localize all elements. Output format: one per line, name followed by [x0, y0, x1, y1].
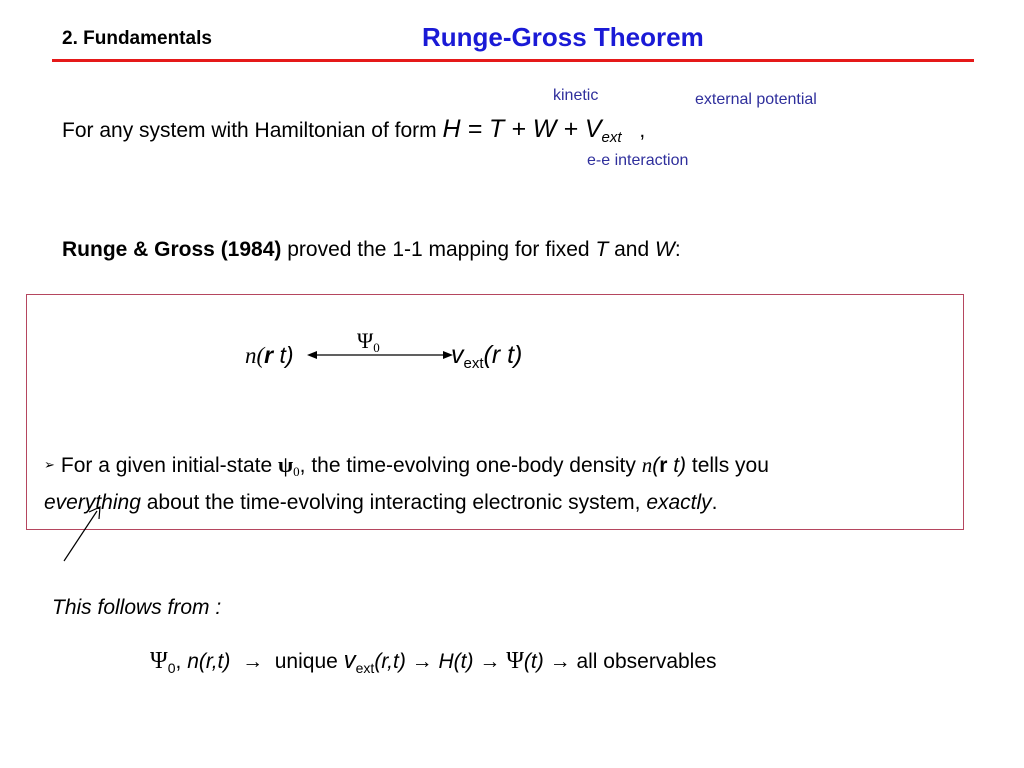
annotation-external-potential: external potential	[695, 91, 817, 108]
density-n-rt	[245, 342, 294, 369]
bullet-paragraph	[44, 449, 954, 518]
vext-rt	[451, 341, 522, 372]
bullet-n: n	[641, 453, 653, 477]
density-t-close: t)	[273, 342, 294, 368]
vext-subscript: ext	[463, 355, 484, 372]
annotation-kinetic: kinetic	[553, 87, 599, 104]
density-n-open: n(	[245, 343, 265, 368]
arrow-icon: →	[479, 650, 501, 673]
runge-gross-W: W	[655, 238, 675, 261]
bullet-everything: everything	[44, 491, 141, 514]
bullet-period: .	[711, 491, 718, 514]
bullet-marker: ➢	[44, 457, 55, 472]
chain-v: v	[343, 647, 356, 674]
arrow-icon: →	[242, 650, 264, 673]
chain-comma: ,	[175, 650, 182, 673]
bullet-r: r	[659, 454, 668, 477]
runge-gross-line	[62, 238, 681, 262]
chain-rt: (r,t)	[198, 650, 231, 673]
chain-t-args: (t)	[523, 650, 544, 673]
bullet-exactly: exactly	[646, 491, 712, 514]
bullet-psi-subscript: 0	[293, 464, 300, 479]
bullet-psi: ψ	[278, 452, 294, 477]
title-rule	[52, 59, 974, 62]
hamiltonian-subscript: ext	[601, 129, 622, 146]
chain-n: n	[187, 650, 199, 673]
chain-v-subscript: ext	[355, 660, 375, 676]
vext-args: (r t)	[483, 341, 523, 369]
runge-gross-colon: :	[674, 238, 681, 261]
arrow-icon: →	[549, 650, 571, 673]
chain-H: H(t)	[438, 650, 474, 673]
annotation-ee-interaction: e-e interaction	[587, 152, 689, 169]
chain-v-args: (r,t)	[374, 650, 406, 673]
bullet-t: t)	[667, 454, 687, 477]
runge-gross-T: T	[595, 238, 609, 261]
arrow-icon: →	[411, 650, 433, 673]
psi-symbol: Ψ	[357, 328, 374, 353]
chain-unique: unique	[274, 650, 338, 673]
section-label: 2. Fundamentals	[62, 28, 212, 49]
density-r: r	[264, 342, 274, 368]
hamiltonian-prefix: For any system with Hamiltonian of form	[62, 119, 437, 142]
double-arrow-icon	[307, 342, 453, 368]
bullet-text-4: about the time-evolving interacting electronic system,	[140, 491, 641, 514]
bullet-text-2: , the time-evolving one-body density	[299, 454, 636, 477]
hamiltonian-suffix: ,	[639, 119, 646, 142]
chain-psi: Ψ	[150, 648, 168, 674]
slide-title: Runge-Gross Theorem	[422, 22, 704, 52]
runge-gross-authors: Runge & Gross (1984)	[62, 238, 282, 261]
follows-label: This follows from :	[52, 596, 222, 619]
hamiltonian-formula: H = T + W + V	[442, 115, 602, 143]
psi-subscript: 0	[373, 340, 380, 355]
chain-psi-subscript: 0	[167, 660, 176, 676]
hamiltonian-line	[62, 115, 645, 146]
bullet-text-3: tells you	[686, 454, 769, 477]
bullet-paren: (	[652, 454, 660, 477]
bullet-text-1: For a given initial-state	[60, 454, 273, 477]
runge-gross-text: proved the 1-1 mapping for fixed	[287, 238, 590, 261]
chain-psi-t: Ψ	[506, 648, 524, 674]
implication-chain	[150, 647, 717, 676]
pointer-arrow-icon	[60, 505, 106, 565]
chain-observables: all observables	[576, 650, 717, 673]
vext-v: v	[451, 341, 464, 369]
runge-gross-and: and	[614, 238, 650, 261]
